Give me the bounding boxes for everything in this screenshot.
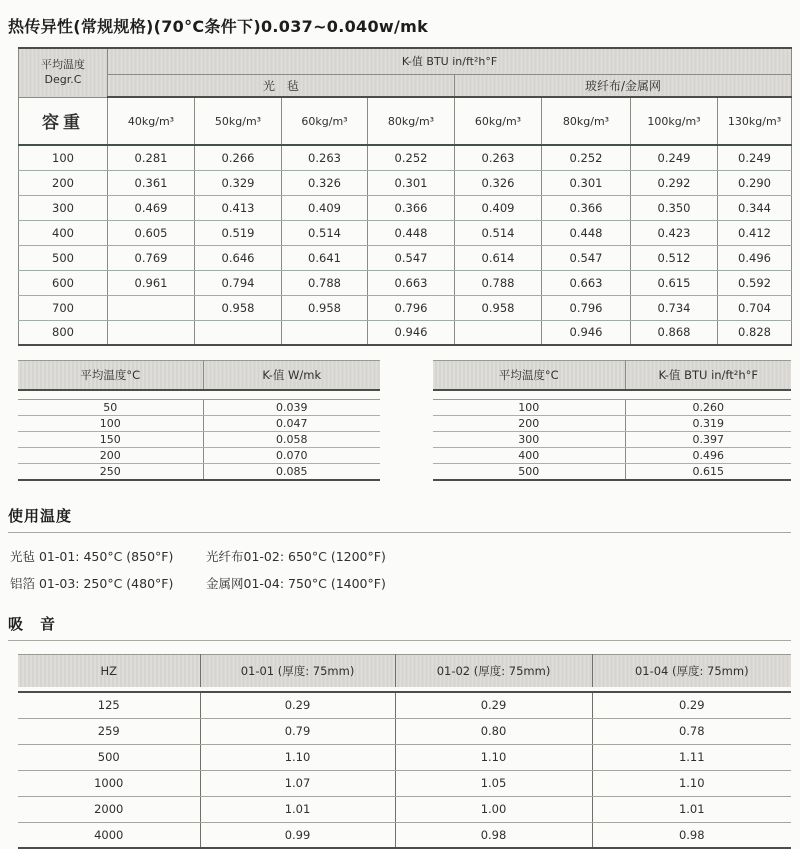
k-value-cell: 0.281 — [108, 145, 195, 170]
column-header: 01-04 (厚度: 75mm) — [592, 654, 791, 687]
frequency-cell: 4000 — [18, 822, 200, 848]
bulk-density-header: 容重 — [19, 97, 108, 145]
temperature-cell: 50 — [18, 400, 203, 416]
k-value-cell: 0.496 — [625, 448, 791, 464]
column-header: HZ — [18, 654, 200, 687]
density-header: 60kg/m³ — [455, 97, 542, 145]
k-value-unit-header: K-值 BTU in/ft²h°F — [108, 48, 792, 74]
k-value-cell: 0.796 — [542, 295, 631, 320]
table-row — [18, 744, 791, 770]
table-row — [19, 170, 792, 195]
temperature-cell: 200 — [19, 170, 108, 195]
table-row — [18, 770, 791, 796]
k-value-cell: 0.263 — [282, 145, 368, 170]
table-row — [433, 400, 791, 416]
k-value-btu-table — [433, 360, 791, 481]
k-value-cell: 0.413 — [195, 195, 282, 220]
k-value-cell: 0.958 — [282, 295, 368, 320]
usage-temp-item: 光毡 01-01: 450°C (850°F) — [10, 543, 206, 570]
table-row — [19, 270, 792, 295]
usage-temperature-section — [0, 505, 800, 597]
absorption-value-cell: 1.10 — [200, 744, 395, 770]
k-value-cell: 0.496 — [718, 245, 792, 270]
density-header: 40kg/m³ — [108, 97, 195, 145]
k-value-cell: 0.958 — [455, 295, 542, 320]
k-value-cell: 0.409 — [455, 195, 542, 220]
column-header: K-值 BTU in/ft²h°F — [625, 361, 791, 390]
temperature-cell: 500 — [433, 464, 625, 480]
k-value-cell: 0.085 — [203, 464, 380, 480]
k-value-cell: 0.828 — [718, 320, 792, 345]
table-row — [19, 245, 792, 270]
density-header: 60kg/m³ — [282, 97, 368, 145]
k-value-cell: 0.961 — [108, 270, 195, 295]
absorption-header-row — [18, 654, 791, 687]
density-header: 50kg/m³ — [195, 97, 282, 145]
density-header: 130kg/m³ — [718, 97, 792, 145]
k-value-cell: 0.266 — [195, 145, 282, 170]
absorption-value-cell: 1.01 — [200, 796, 395, 822]
k-value-cell: 0.249 — [718, 145, 792, 170]
k-value-cell: 0.958 — [195, 295, 282, 320]
k-value-cell: 0.868 — [631, 320, 718, 345]
table-spacer — [433, 390, 791, 400]
section-divider — [8, 532, 791, 533]
temperature-cell: 100 — [19, 145, 108, 170]
column-header: 平均温度°C — [18, 361, 203, 390]
density-header: 80kg/m³ — [542, 97, 631, 145]
k-value-cell: 0.039 — [203, 400, 380, 416]
temperature-cell: 250 — [18, 464, 203, 480]
thermal-conductivity-table — [18, 47, 792, 346]
k-value-wmk-table — [18, 360, 380, 481]
k-value-cell: 0.263 — [455, 145, 542, 170]
k-value-cell: 0.512 — [631, 245, 718, 270]
temperature-cell: 100 — [18, 416, 203, 432]
temperature-cell: 300 — [433, 432, 625, 448]
k-value-cell: 0.514 — [455, 220, 542, 245]
frequency-cell: 1000 — [18, 770, 200, 796]
absorption-value-cell: 0.99 — [200, 822, 395, 848]
k-value-cell — [455, 320, 542, 345]
column-header: 平均温度°C — [433, 361, 625, 390]
k-value-cell: 0.796 — [368, 295, 455, 320]
average-temperature-label-cn: 平均温度 — [19, 58, 107, 73]
table-row — [18, 416, 380, 432]
k-value-cell: 0.329 — [195, 170, 282, 195]
table-row — [18, 400, 380, 416]
table-row — [19, 220, 792, 245]
absorption-value-cell: 0.29 — [395, 692, 592, 718]
k-value-cell: 0.646 — [195, 245, 282, 270]
usage-temp-item: 光纤布01-02: 650°C (1200°F) — [206, 549, 386, 564]
temperature-cell: 200 — [433, 416, 625, 432]
k-value-cell: 0.366 — [542, 195, 631, 220]
temperature-cell: 400 — [433, 448, 625, 464]
k-value-cell: 0.350 — [631, 195, 718, 220]
usage-temp-list — [10, 543, 800, 597]
table-row — [433, 432, 791, 448]
absorption-value-cell: 1.05 — [395, 770, 592, 796]
temperature-cell: 150 — [18, 432, 203, 448]
absorption-value-cell: 1.00 — [395, 796, 592, 822]
k-value-cell: 0.301 — [368, 170, 455, 195]
absorption-value-cell: 1.11 — [592, 744, 791, 770]
temperature-cell: 500 — [19, 245, 108, 270]
k-value-cell: 0.409 — [282, 195, 368, 220]
section-divider — [8, 640, 791, 641]
document-title: 热传异性(常规规格)(70°C条件下)0.037~0.040w/mk — [0, 0, 800, 37]
temperature-cell: 100 — [433, 400, 625, 416]
k-value-cell: 0.292 — [631, 170, 718, 195]
average-temperature-label-en: Degr.C — [19, 73, 107, 88]
k-wmk-body — [18, 400, 380, 480]
absorption-value-cell: 1.10 — [592, 770, 791, 796]
k-value-cell — [108, 295, 195, 320]
k-value-cell: 0.070 — [203, 448, 380, 464]
table-row — [18, 464, 380, 480]
k-value-cell: 0.412 — [718, 220, 792, 245]
k-value-cell: 0.663 — [368, 270, 455, 295]
table-row — [18, 718, 791, 744]
density-header: 100kg/m³ — [631, 97, 718, 145]
absorption-value-cell: 0.78 — [592, 718, 791, 744]
k-value-cell: 0.448 — [542, 220, 631, 245]
table-row — [18, 692, 791, 718]
temperature-cell: 400 — [19, 220, 108, 245]
section-header-glass-felt: 光 毡 — [108, 74, 455, 97]
k-value-cell: 0.423 — [631, 220, 718, 245]
sound-absorption-table — [18, 654, 791, 849]
k-value-cell: 0.249 — [631, 145, 718, 170]
table-row — [19, 320, 792, 345]
k-btu-body — [433, 400, 791, 480]
average-temperature-header — [19, 48, 108, 97]
k-value-cell: 0.605 — [108, 220, 195, 245]
k-value-cell: 0.769 — [108, 245, 195, 270]
k-value-cell: 0.519 — [195, 220, 282, 245]
temperature-cell: 200 — [18, 448, 203, 464]
k-value-cell: 0.788 — [455, 270, 542, 295]
usage-temp-item: 金属网01-04: 750°C (1400°F) — [206, 576, 386, 591]
k-value-cell: 0.614 — [455, 245, 542, 270]
k-value-cell: 0.290 — [718, 170, 792, 195]
temperature-cell: 800 — [19, 320, 108, 345]
table-row — [18, 822, 791, 848]
k-value-cell: 0.794 — [195, 270, 282, 295]
k-value-cell: 0.547 — [542, 245, 631, 270]
k-value-cell: 0.058 — [203, 432, 380, 448]
k-value-summary-tables — [18, 360, 800, 481]
table-row — [19, 195, 792, 220]
k-value-cell: 0.615 — [631, 270, 718, 295]
absorption-value-cell: 0.98 — [395, 822, 592, 848]
k-value-cell: 0.448 — [368, 220, 455, 245]
k-value-cell: 0.366 — [368, 195, 455, 220]
table-row — [18, 448, 380, 464]
absorption-value-cell: 0.80 — [395, 718, 592, 744]
table-spacer — [18, 390, 380, 400]
temperature-cell: 600 — [19, 270, 108, 295]
column-header: 01-01 (厚度: 75mm) — [200, 654, 395, 687]
k-value-cell: 0.946 — [368, 320, 455, 345]
frequency-cell: 259 — [18, 718, 200, 744]
k-value-cell — [195, 320, 282, 345]
frequency-cell: 500 — [18, 744, 200, 770]
k-value-cell: 0.514 — [282, 220, 368, 245]
k-value-cell: 0.326 — [455, 170, 542, 195]
k-value-cell: 0.344 — [718, 195, 792, 220]
k-value-cell: 0.469 — [108, 195, 195, 220]
k-value-cell: 0.252 — [542, 145, 631, 170]
absorption-value-cell: 0.29 — [592, 692, 791, 718]
k-value-cell: 0.301 — [542, 170, 631, 195]
usage-temp-line — [10, 570, 800, 597]
absorption-value-cell: 0.29 — [200, 692, 395, 718]
absorption-value-cell: 0.79 — [200, 718, 395, 744]
usage-temp-line — [10, 543, 800, 570]
k-value-cell: 0.252 — [368, 145, 455, 170]
k-value-cell: 0.547 — [368, 245, 455, 270]
temperature-cell: 700 — [19, 295, 108, 320]
k-value-cell: 0.734 — [631, 295, 718, 320]
k-value-cell — [108, 320, 195, 345]
column-header: K-值 W/mk — [203, 361, 380, 390]
table-row — [433, 416, 791, 432]
k-value-cell: 0.704 — [718, 295, 792, 320]
k-value-cell: 0.319 — [625, 416, 791, 432]
k-value-cell: 0.615 — [625, 464, 791, 480]
density-header: 80kg/m³ — [368, 97, 455, 145]
frequency-cell: 125 — [18, 692, 200, 718]
table-row — [19, 295, 792, 320]
k-value-cell: 0.047 — [203, 416, 380, 432]
absorption-value-cell: 1.10 — [395, 744, 592, 770]
k-value-cell: 0.788 — [282, 270, 368, 295]
table-row — [433, 448, 791, 464]
k-value-cell: 0.397 — [625, 432, 791, 448]
main-table-body — [19, 145, 792, 345]
frequency-cell: 2000 — [18, 796, 200, 822]
sound-absorption-title: 吸 音 — [0, 613, 800, 634]
k-value-cell: 0.361 — [108, 170, 195, 195]
density-header-row — [19, 97, 792, 145]
section-header-cloth-mesh: 玻纤布/金属网 — [455, 74, 792, 97]
k-value-cell: 0.641 — [282, 245, 368, 270]
k-value-cell: 0.260 — [625, 400, 791, 416]
usage-temp-item: 铝箔 01-03: 250°C (480°F) — [10, 570, 206, 597]
absorption-value-cell: 0.98 — [592, 822, 791, 848]
usage-temperature-title: 使用温度 — [0, 505, 800, 526]
table-row — [19, 145, 792, 170]
table-row — [433, 464, 791, 480]
temperature-cell: 300 — [19, 195, 108, 220]
k-value-cell: 0.663 — [542, 270, 631, 295]
absorption-value-cell: 1.07 — [200, 770, 395, 796]
k-value-cell — [282, 320, 368, 345]
k-value-cell: 0.326 — [282, 170, 368, 195]
table-row — [18, 796, 791, 822]
sound-absorption-section — [0, 613, 800, 849]
k-value-cell: 0.946 — [542, 320, 631, 345]
column-header: 01-02 (厚度: 75mm) — [395, 654, 592, 687]
absorption-table-body — [18, 692, 791, 848]
k-value-cell: 0.592 — [718, 270, 792, 295]
absorption-value-cell: 1.01 — [592, 796, 791, 822]
table-row — [18, 432, 380, 448]
